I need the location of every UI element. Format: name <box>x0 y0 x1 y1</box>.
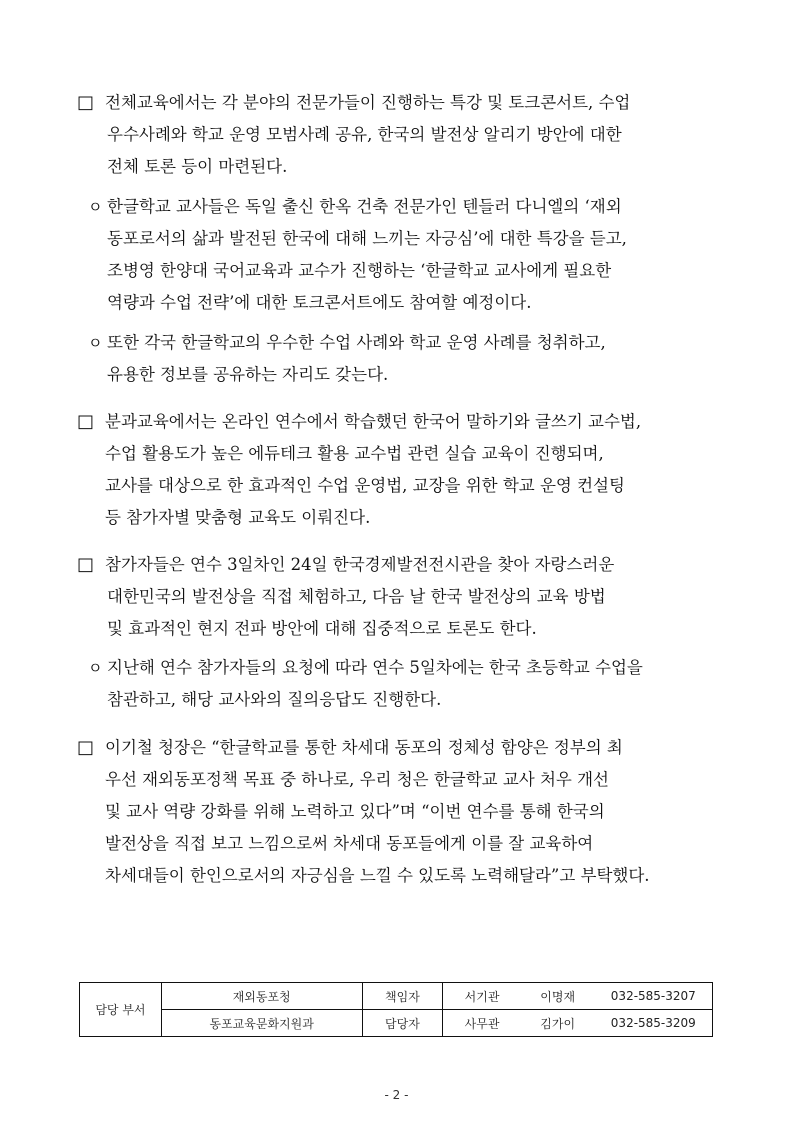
title-cell: 서기관 <box>443 983 521 1010</box>
square-bullet-icon: □ <box>77 411 95 432</box>
paragraph-line: 역량과 수업 전략’에 대한 토크콘서트에도 참여할 예정이다. <box>107 293 532 312</box>
paragraph-line: 전체 토론 등이 마련된다. <box>107 157 288 176</box>
paragraph-line: 및 교사 역량 강화를 위해 노력하고 있다”며 “이번 연수를 통해 한국의 <box>105 802 605 821</box>
paragraph-line: 등 참가자별 맞춤형 교육도 이뤄진다. <box>105 508 371 527</box>
paragraph-line: 발전상을 직접 보고 느낌으로써 차세대 동포들에게 이를 잘 교육하여 <box>105 834 594 853</box>
paragraph-line: 교사를 대상으로 한 효과적인 수업 운영법, 교장을 위한 학교 운영 컨설팅 <box>105 476 625 495</box>
paragraph-line: 수업 활용도가 높은 에듀테크 활용 교수법 관련 실습 교육이 진행되며, <box>105 444 604 463</box>
name-cell: 김가이 <box>521 1010 595 1037</box>
paragraph-line: 전체교육에서는 각 분야의 전문가들이 진행하는 특강 및 토크콘서트, 수업 <box>105 93 631 112</box>
paragraph-line: 이기철 청장은 “한글학교를 통한 차세대 동포의 정체성 함양은 정부의 최 <box>105 738 623 757</box>
paragraph-line: 조병영 한양대 국어교육과 교수가 진행하는 ‘한글학교 교사에게 필요한 <box>107 261 612 280</box>
square-bullet-icon: □ <box>77 92 95 113</box>
paragraph-line: 및 효과적인 현지 전파 방안에 대해 집중적으로 토론도 한다. <box>107 619 537 638</box>
role-cell: 담당자 <box>362 1010 443 1037</box>
page-number: - 2 - <box>384 1088 409 1102</box>
role-cell: 책임자 <box>362 983 443 1010</box>
paragraph-line: 우선 재외동포정책 목표 중 하나로, 우리 청은 한글학교 교사 처우 개선 <box>105 770 609 789</box>
table-row <box>80 983 713 1010</box>
paragraph-line: 차세대들이 한인으로서의 자긍심을 느낄 수 있도록 노력해달라”고 부탁했다. <box>105 866 650 885</box>
paragraph-line: 대한민국의 발전상을 직접 체험하고, 다음 날 한국 발전상의 교육 방법 <box>107 587 606 606</box>
circle-bullet-icon: ㅇ <box>88 198 103 216</box>
paragraph-line: 또한 각국 한글학교의 우수한 수업 사례와 학교 운영 사례를 청취하고, <box>107 333 606 352</box>
paragraph-line: 지난해 연수 참가자들의 요청에 따라 연수 5일차에는 한국 초등학교 수업을 <box>107 658 643 677</box>
phone-cell: 032-585-3209 <box>595 1010 713 1037</box>
square-bullet-icon: □ <box>77 737 95 758</box>
contact-table <box>79 982 713 1037</box>
title-cell: 사무관 <box>443 1010 521 1037</box>
paragraph-line: 한글학교 교사들은 독일 출신 한옥 건축 전문가인 텐들러 다니엘의 ‘재외 <box>107 197 622 216</box>
name-cell: 이명재 <box>521 983 595 1010</box>
phone-cell: 032-585-3207 <box>595 983 713 1010</box>
paragraph-line: 우수사례와 학교 운영 모범사례 공유, 한국의 발전상 알리기 방안에 대한 <box>107 125 622 144</box>
square-bullet-icon: □ <box>77 554 95 575</box>
org-name: 재외동포청 <box>161 983 362 1010</box>
paragraph-line: 유용한 정보를 공유하는 자리도 갖는다. <box>107 365 389 384</box>
table-row <box>80 1010 713 1037</box>
paragraph-line: 동포로서의 삶과 발전된 한국에 대해 느끼는 자긍심’에 대한 특강을 듣고, <box>107 229 627 248</box>
circle-bullet-icon: ㅇ <box>88 334 103 352</box>
division-name: 동포교육문화지원과 <box>161 1010 362 1037</box>
paragraph-line: 참가자들은 연수 3일차인 24일 한국경제발전전시관을 찾아 자랑스러운 <box>105 555 615 574</box>
paragraph-line: 분과교육에서는 온라인 연수에서 학습했던 한국어 말하기와 글쓰기 교수법, <box>105 412 642 431</box>
paragraph-line: 참관하고, 해당 교사와의 질의응답도 진행한다. <box>107 690 442 709</box>
dept-label: 담당 부서 <box>80 983 162 1037</box>
circle-bullet-icon: ㅇ <box>88 659 103 677</box>
